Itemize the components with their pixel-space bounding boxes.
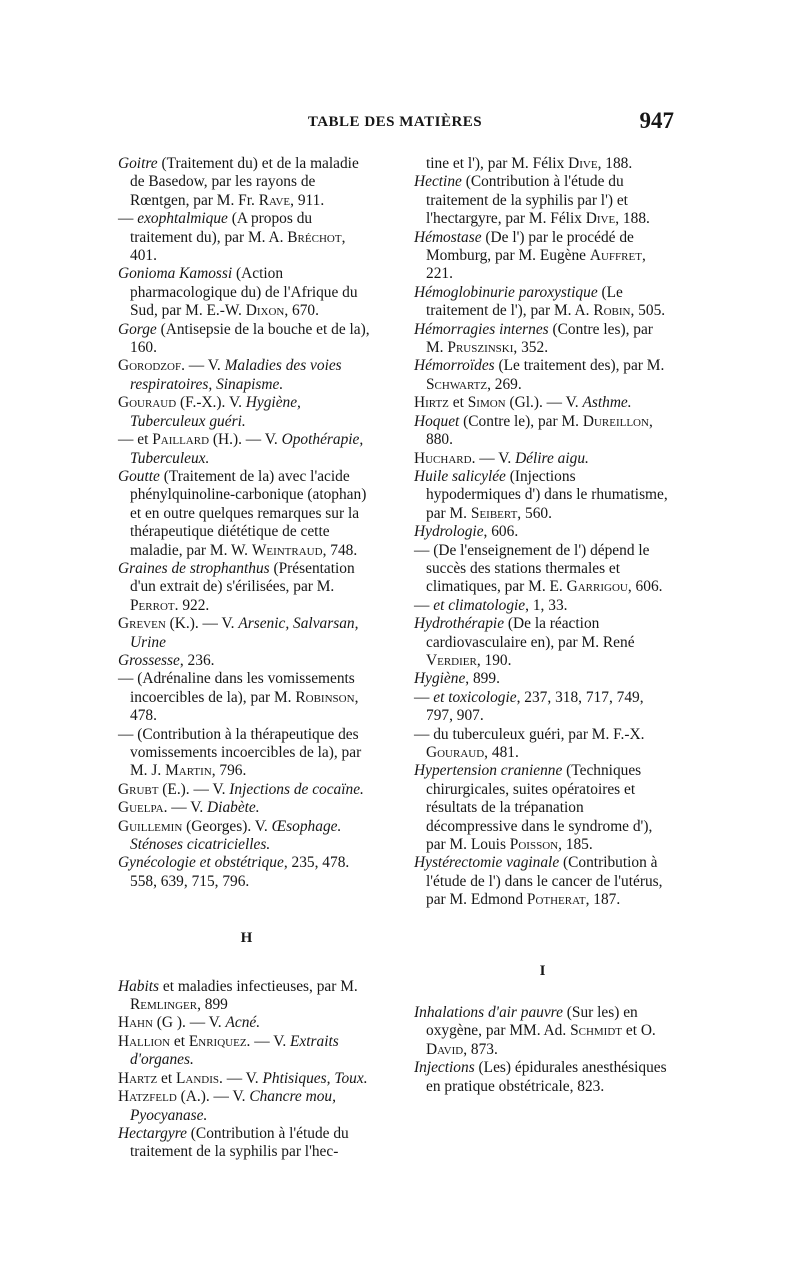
index-entry-text: — du tuberculeux guéri, par M. F.-X. (414, 725, 645, 743)
right-column (414, 155, 671, 1096)
h-entries-continued-list (414, 155, 671, 910)
index-entry (414, 523, 671, 541)
index-entry (414, 394, 671, 412)
index-entry-text: (Antisepsie de la bouche et de la), 160. (130, 320, 370, 357)
index-entry-text: Perrot (130, 596, 175, 614)
index-entry-text: Acné. (225, 1014, 261, 1032)
index-entry-text: Hygiène (414, 670, 466, 688)
index-entry (414, 726, 671, 763)
index-entry-text: (K.). — V. (165, 615, 239, 633)
index-entry-text: , 670. (284, 302, 319, 320)
index-entry-text: et toxicologie (433, 688, 517, 706)
index-entry (414, 615, 671, 670)
index-entry-text: Dixon (245, 302, 285, 320)
index-entry (118, 1088, 375, 1125)
section-letter-h: H (240, 930, 253, 947)
index-entry (118, 468, 375, 560)
index-entry-text: , 899 (197, 996, 228, 1014)
index-entry-text: (Contre les), par M. (426, 320, 653, 357)
index-entry-text: (Sur les) en oxygène, par MM. Ad. (426, 1004, 638, 1040)
index-entry-text: Opothérapie, Tuberculeux. (130, 431, 364, 467)
g-entries-list (118, 155, 375, 891)
index-entry-text: Guelpa (118, 799, 164, 817)
index-entry-text: (Gl.). — V. (505, 394, 583, 412)
index-entry-text: Hectine (414, 173, 462, 191)
index-entry-text: . 922. (174, 596, 210, 614)
index-entry-text: Huchard (414, 449, 472, 467)
index-entry-text: Pruszinski (447, 339, 514, 357)
index-entry-text: Inhalations d'air pauvre (414, 1004, 563, 1022)
index-entry (118, 799, 375, 817)
index-entry-text: Injections de cocaïne. (229, 780, 364, 798)
index-entry-text: Dive (568, 155, 598, 172)
index-entry (414, 468, 671, 523)
index-entry (118, 394, 375, 431)
index-entry (414, 1059, 671, 1096)
index-entry-text: , 401. (130, 228, 346, 265)
index-entry-text: Rave (258, 191, 291, 209)
index-entry-text: , 188. (615, 210, 650, 228)
index-entry-text: Graines de strophanthus (118, 559, 270, 577)
index-entry-text: Extraits d'organes. (130, 1032, 339, 1069)
index-entry-text: exophtalmique (137, 210, 228, 228)
index-entry-text: Guillemin (118, 817, 183, 835)
index-entry-text: (Présentation d'un extrait de) s'érilisées, par M. (130, 559, 355, 596)
index-entry-text: , 236. (179, 651, 215, 669)
index-entry-text: Hypertension cranienne (414, 762, 563, 780)
index-entry-text: (Techniques chirurgicales, suites opératoires et résultats de la trépanation décompressive dans le syndrome d'), par M. Louis (426, 762, 653, 854)
index-entry (118, 265, 375, 320)
index-entry-text: Hirtz (414, 394, 449, 412)
index-entry-text: (Georges). V. (182, 817, 272, 835)
index-entry-text: Potherat (526, 891, 586, 909)
index-entry-text: , 478. (130, 688, 359, 725)
index-entry (414, 762, 671, 854)
index-entry-text: , 911. (290, 191, 325, 209)
index-entry-text: (E.). — V. (158, 780, 230, 798)
index-entry (118, 1125, 375, 1162)
index-entry-text: Hydrologie (414, 523, 484, 541)
index-entry-text: (De la réaction cardiovasculaire en), par M. René (426, 615, 635, 651)
index-entry (414, 321, 671, 358)
index-entry-text: (H.). — V. (209, 431, 282, 449)
index-entry (118, 726, 375, 781)
index-entry-text: , 187. (585, 891, 621, 909)
index-entry (118, 321, 375, 358)
index-entry-text: Paillard (152, 431, 210, 449)
index-entry-text: . — V. (471, 449, 516, 467)
index-entry (118, 357, 375, 394)
index-entry-text: , 269. (487, 375, 522, 393)
index-entry (118, 781, 375, 799)
index-entry (118, 978, 375, 1015)
index-entry-text: , 606. (627, 578, 663, 596)
index-entry-text: David (426, 1040, 464, 1058)
page-number: 947 (639, 108, 674, 133)
index-entry-text: Gorodzof (118, 357, 182, 375)
index-entry-text: , 221. (426, 247, 646, 283)
index-entry-text: Enriquez (188, 1032, 247, 1050)
index-entry-text: Hallion (118, 1032, 171, 1050)
index-entry-text: , 873. (463, 1040, 498, 1058)
page-header (116, 108, 674, 138)
index-entry-text: (Contribution à l'étude du traitement de la syphilis par l'hec- (130, 1124, 349, 1161)
index-entry-text: (A.). — V. (176, 1088, 250, 1106)
index-entry (118, 854, 375, 891)
running-title: TABLE DES MATIÈRES (307, 114, 483, 130)
index-entry (414, 357, 671, 394)
index-entry-text: Gouraud (426, 744, 485, 761)
index-entry-text: , 481. (484, 744, 519, 761)
index-entry-text: , 560. (517, 504, 552, 522)
index-entry-text: , 796. (211, 762, 247, 780)
index-entry (414, 542, 671, 597)
index-entry (118, 652, 375, 670)
index-entry-text: — (De l'enseignement de l') dépend le succès des stations thermales et climatiques, par M. E. (414, 541, 650, 596)
index-entry-text: , 748. (322, 541, 358, 559)
index-entry-text: Hémorragies internes (414, 320, 549, 338)
index-entry-text: , 190. (476, 651, 512, 669)
index-entry-text: Robin (593, 302, 631, 320)
index-entry (118, 818, 375, 855)
index-entry (414, 689, 671, 726)
index-entry-text: Diabète. (207, 799, 260, 817)
index-entry-text: (Le traitement des), par M. (494, 357, 665, 375)
index-entry (118, 155, 375, 210)
index-entry-text: Seibert (470, 504, 518, 522)
index-entry-text: (De l') par le procédé de Momburg, par M. Eugène (426, 228, 634, 265)
index-entry-text: et maladies infectieuses, par M. (159, 977, 358, 995)
index-entry-text: (Action pharmacologique du) de l'Afrique du Sud, par M. E.-W. (130, 265, 358, 320)
index-entry (414, 284, 671, 321)
index-entry-text: Dive (585, 210, 616, 228)
index-entry (118, 210, 375, 265)
index-entry-text: Huile salicylée (414, 467, 506, 485)
index-entry-text: (Contre le), par M. (459, 412, 583, 430)
index-entry-text: (Le traitement de l'), par M. A. (426, 283, 623, 320)
index-entry-text: Goitre (118, 155, 158, 172)
index-entry (414, 1004, 671, 1059)
index-entry-text: , 188. (597, 155, 633, 172)
index-entry (118, 1033, 375, 1070)
index-entry (414, 597, 671, 615)
index-entry-text: Gynécologie et obstétrique (118, 854, 284, 872)
index-entry-text: Délire aigu. (515, 449, 589, 467)
index-entry-text: — et (118, 431, 153, 449)
index-entry-text: (A propos du traitement du), par M. A. (130, 210, 313, 246)
index-entry (414, 173, 671, 228)
index-entry (414, 229, 671, 284)
index-entry-text: Hystérectomie vaginale (414, 854, 560, 872)
index-entry-text: et (448, 394, 468, 412)
index-entry-text: et O. (622, 1022, 656, 1040)
index-entry-text: Grubt (118, 780, 159, 798)
index-entry-text: Poisson (509, 836, 559, 854)
index-entry-text: Gonioma Kamossi (118, 265, 233, 283)
index-entry-text: (Traitement de la) avec l'acide phénylquinoline-carbonique (atophan) et en outre quelques remarques sur la thérapeutique diététique de cette maladie, par M. W. (130, 467, 367, 559)
index-entry-text: , 235, 478. 558, 639, 715, 796. (130, 854, 350, 890)
index-entry-text: Hémoglobinurie paroxystique (414, 283, 598, 301)
index-entry-text: (Injections hypodermiques d') dans le rhumatisme, par M. (426, 467, 668, 522)
index-entry-text: , 880. (426, 412, 653, 449)
index-entry-text: Hoquet (414, 412, 460, 430)
left-column (118, 155, 375, 1162)
index-entry-text: Weintraud (251, 541, 323, 559)
index-entry-text: Hahn (118, 1014, 153, 1032)
index-entry-text: Robinson (295, 688, 355, 706)
index-entry-text: Landis (176, 1069, 220, 1087)
index-entry-text: Schmidt (570, 1022, 623, 1040)
index-entry-text: Hectargyre (118, 1124, 187, 1142)
index-entry (414, 670, 671, 688)
index-entry (414, 450, 671, 468)
h-entries-list (118, 978, 375, 1162)
index-entry-text: . — V. (219, 1069, 263, 1087)
index-entry-text: Maladies des voies respiratoires, Sinapisme. (130, 357, 342, 393)
index-entry (118, 1070, 375, 1088)
index-entry-text: Bréchot (287, 228, 342, 246)
index-entry-text: Hartz (118, 1069, 158, 1087)
index-entry-text: — (414, 596, 434, 614)
index-entry-text: tine et l'), par M. Félix (426, 155, 569, 172)
index-entry-text: Greven (118, 615, 166, 633)
index-entry-text: Hygiène, Tuberculeux guéri. (130, 394, 301, 430)
index-entry-text: , 185. (558, 836, 593, 854)
index-entry-text: , 1, 33. (525, 596, 568, 614)
index-entry-text: Arsenic, Salvarsan, Urine (130, 615, 359, 651)
index-entry (118, 560, 375, 615)
index-entry (118, 431, 375, 468)
index-entry-text: Phtisiques, Toux. (262, 1069, 368, 1087)
index-entry-text: — (414, 688, 434, 706)
index-entry-text: (G ). — V. (152, 1014, 226, 1032)
index-entry (118, 670, 375, 725)
index-entry-text: (Les) épidurales anesthésiques en pratique obstétricale, 823. (426, 1059, 667, 1095)
index-entry-text: Hémostase (414, 228, 482, 246)
index-entry-text: (F.-X.). V. (176, 394, 246, 412)
index-entry-text: Habits (118, 977, 160, 995)
section-letter-i: I (539, 962, 546, 979)
index-entry-text: , 606. (483, 523, 519, 541)
index-entry-text: Auffret (589, 247, 642, 265)
index-entry-text: (Contribution à l'étude de l') dans le cancer de l'utérus, par M. Edmond (426, 854, 663, 909)
index-entry-text: Grossesse (118, 651, 180, 669)
index-entry (118, 615, 375, 652)
index-entry (414, 155, 671, 173)
index-entry-text: , 505. (630, 302, 666, 320)
index-entry (414, 413, 671, 450)
index-entry-text: Injections (414, 1059, 475, 1077)
index-entry-text: . — V. (163, 799, 208, 817)
index-entry-text: Hatzfeld (118, 1088, 177, 1106)
index-entry-text: Asthme. (582, 394, 632, 412)
index-entry (118, 1014, 375, 1032)
index-entry-text: et (170, 1032, 189, 1050)
index-entry-text: Œsophage. Sténoses cicatricielles. (130, 817, 342, 854)
index-entry-text: Gouraud (118, 394, 177, 412)
index-entry-text: — (Contribution à la thérapeutique des vomissements incoercibles de la), par M. J. (118, 725, 362, 780)
index-entry-text: , 899. (465, 670, 500, 688)
index-entry-text: Remlinger (130, 996, 198, 1014)
index-entry-text: (Contribution à l'étude du traitement de la syphilis par l') et l'hectargyre, par M. Félix (426, 173, 628, 228)
index-entry-text: Garrigou (566, 578, 628, 596)
index-entry-text: Dureillon (582, 412, 649, 430)
index-entry-text: . — V. (181, 357, 225, 375)
index-entry-text: Hémorroïdes (414, 357, 495, 375)
index-entry-text: Schwartz (426, 375, 488, 393)
index-entry-text: Martin (165, 762, 212, 780)
index-entry-text: Gorge (118, 320, 157, 338)
index-entry-text: , 237, 318, 717, 749, 797, 907. (426, 688, 644, 725)
index-entry-text: et climatologie (433, 596, 526, 614)
index-entry-text: — (118, 210, 138, 228)
index-entry-text: Simon (467, 394, 506, 412)
index-entry-text: — (Adrénaline dans les vomissements incoercibles de la), par M. (118, 670, 355, 706)
index-entry-text: . — V. (246, 1032, 291, 1050)
index-entry-text: Chancre mou, Pyocyanase. (130, 1088, 336, 1124)
index-entry-text: Hydrothérapie (414, 615, 505, 633)
index-entry-text: Verdier (426, 651, 477, 669)
index-entry (414, 854, 671, 909)
i-entries-list (414, 1004, 671, 1096)
index-entry-text: (Traitement du) et de la maladie de Basedow, par les rayons de Rœntgen, par M. Fr. (130, 155, 359, 209)
index-entry-text: , 352. (513, 339, 549, 357)
index-entry-text: et (157, 1069, 176, 1087)
index-entry-text: Goutte (118, 467, 160, 485)
